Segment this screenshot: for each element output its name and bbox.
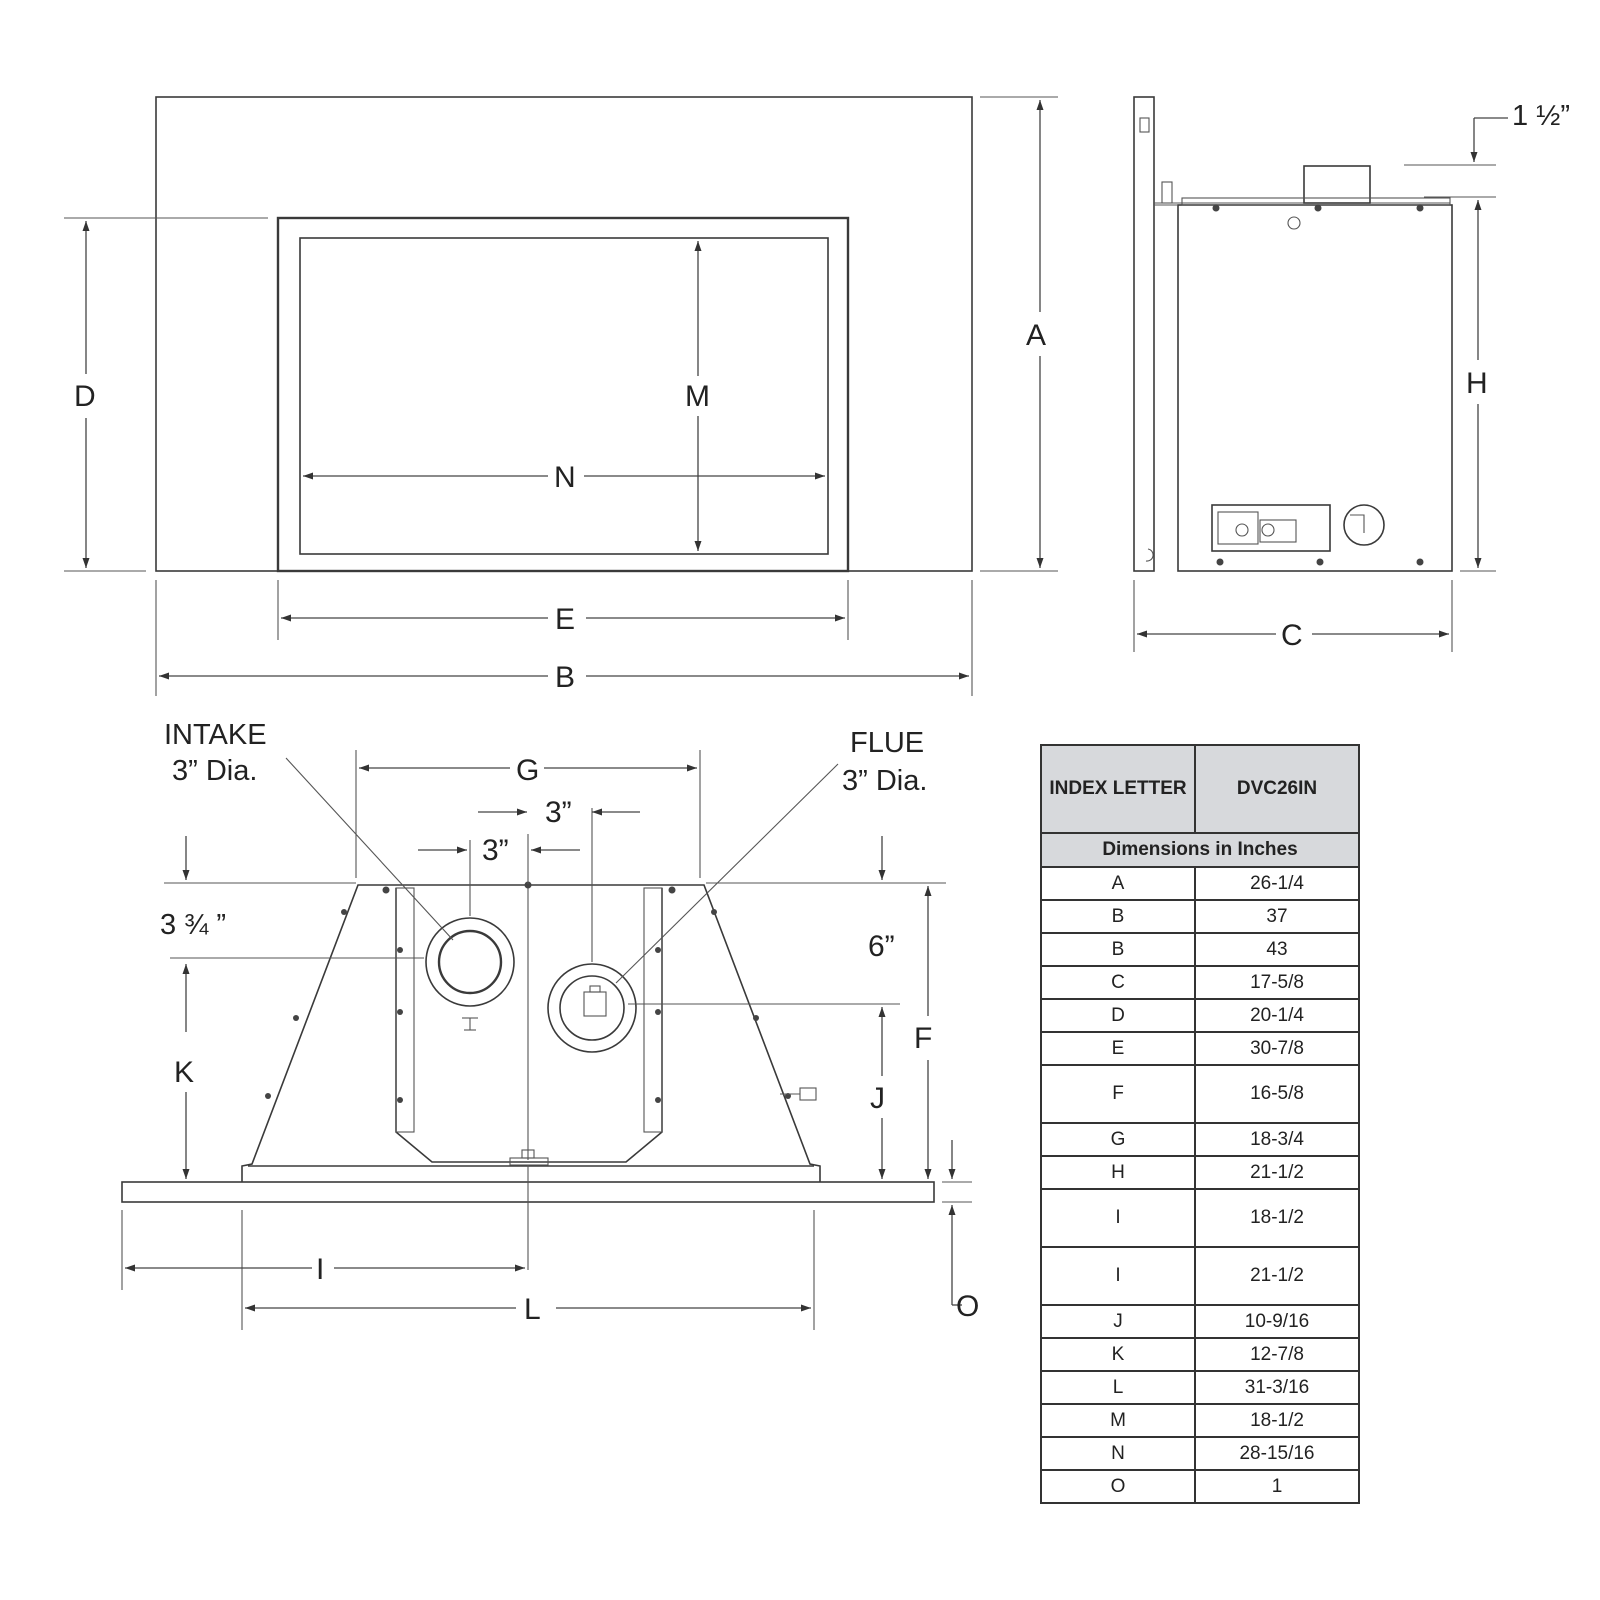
label-six: 6” (868, 930, 895, 963)
top-view (122, 719, 979, 1330)
label-m: M (685, 380, 710, 413)
table-row (1041, 1032, 1359, 1065)
front-glass (300, 238, 828, 554)
row-letter: K (1041, 1338, 1195, 1371)
table-row (1041, 1404, 1359, 1437)
table-row (1041, 1247, 1359, 1305)
table-row (1041, 1338, 1359, 1371)
row-value: 10-9/16 (1195, 1305, 1359, 1338)
label-one-half: 1 ½” (1512, 100, 1571, 132)
row-value: 28-15/16 (1195, 1437, 1359, 1470)
label-l: L (524, 1293, 541, 1326)
table-subheader: Dimensions in Inches (1041, 833, 1359, 867)
table-row (1041, 933, 1359, 966)
row-value: 26-1/4 (1195, 867, 1359, 900)
table-row (1041, 1065, 1359, 1123)
label-h: H (1466, 367, 1488, 400)
row-value: 12-7/8 (1195, 1338, 1359, 1371)
row-letter: F (1041, 1065, 1195, 1123)
row-value: 1 (1195, 1470, 1359, 1503)
label-e: E (555, 603, 576, 636)
row-letter: L (1041, 1371, 1195, 1404)
row-letter: N (1041, 1437, 1195, 1470)
row-value: 18-1/2 (1195, 1404, 1359, 1437)
row-value: 31-3/16 (1195, 1371, 1359, 1404)
row-value: 43 (1195, 933, 1359, 966)
front-opening-outer (278, 218, 848, 571)
label-b: B (555, 661, 576, 694)
label-n: N (554, 461, 576, 494)
label-flue: FLUE (850, 727, 925, 759)
table-row (1041, 966, 1359, 999)
row-value: 16-5/8 (1195, 1065, 1359, 1123)
row-letter: O (1041, 1470, 1195, 1503)
row-letter: M (1041, 1404, 1195, 1437)
label-k: K (174, 1056, 195, 1089)
label-intake: INTAKE (164, 719, 267, 751)
front-view (64, 97, 1058, 696)
row-value: 17-5/8 (1195, 966, 1359, 999)
label-i: I (316, 1253, 325, 1286)
row-value: 21-1/2 (1195, 1156, 1359, 1189)
row-letter: J (1041, 1305, 1195, 1338)
side-flue-collar (1304, 166, 1370, 203)
label-three-three-quarter: 3 ¾ ” (160, 909, 227, 941)
row-letter: D (1041, 999, 1195, 1032)
table-row (1041, 1470, 1359, 1503)
label-f: F (914, 1022, 933, 1055)
row-letter: A (1041, 867, 1195, 900)
table-row (1041, 1156, 1359, 1189)
row-letter: B (1041, 900, 1195, 933)
row-letter: E (1041, 1032, 1195, 1065)
row-letter: I (1041, 1189, 1195, 1247)
label-g: G (516, 754, 540, 787)
label-c: C (1281, 619, 1303, 652)
row-value: 18-1/2 (1195, 1189, 1359, 1247)
side-body (1178, 205, 1452, 571)
table-row (1041, 867, 1359, 900)
label-three-lower: 3” (482, 834, 509, 867)
row-letter: H (1041, 1156, 1195, 1189)
label-o: O (956, 1290, 980, 1323)
row-value: 30-7/8 (1195, 1032, 1359, 1065)
row-letter: I (1041, 1247, 1195, 1305)
flue-pipe-outer (548, 964, 636, 1052)
table-row (1041, 1123, 1359, 1156)
row-letter: B (1041, 933, 1195, 966)
row-value: 20-1/4 (1195, 999, 1359, 1032)
side-front-plate (1134, 97, 1154, 571)
label-three-upper: 3” (545, 796, 572, 829)
top-hood-outline (242, 885, 820, 1182)
side-view (1134, 97, 1570, 652)
table-header-index: INDEX LETTER (1041, 745, 1195, 833)
table-row (1041, 1371, 1359, 1404)
label-flue-dia: 3” Dia. (842, 765, 928, 797)
table-row (1041, 900, 1359, 933)
table-row (1041, 1189, 1359, 1247)
table-row (1041, 999, 1359, 1032)
dimension-table (1040, 744, 1360, 1504)
table-row (1041, 1305, 1359, 1338)
table-row (1041, 1437, 1359, 1470)
row-letter: C (1041, 966, 1195, 999)
intake-pipe-inner (439, 931, 501, 993)
label-j: J (870, 1082, 885, 1115)
row-letter: G (1041, 1123, 1195, 1156)
label-d: D (74, 380, 96, 413)
row-value: 21-1/2 (1195, 1247, 1359, 1305)
table-header-model: DVC26IN (1195, 745, 1359, 833)
row-value: 18-3/4 (1195, 1123, 1359, 1156)
label-a: A (1026, 319, 1047, 352)
label-intake-dia: 3” Dia. (172, 755, 258, 787)
row-value: 37 (1195, 900, 1359, 933)
